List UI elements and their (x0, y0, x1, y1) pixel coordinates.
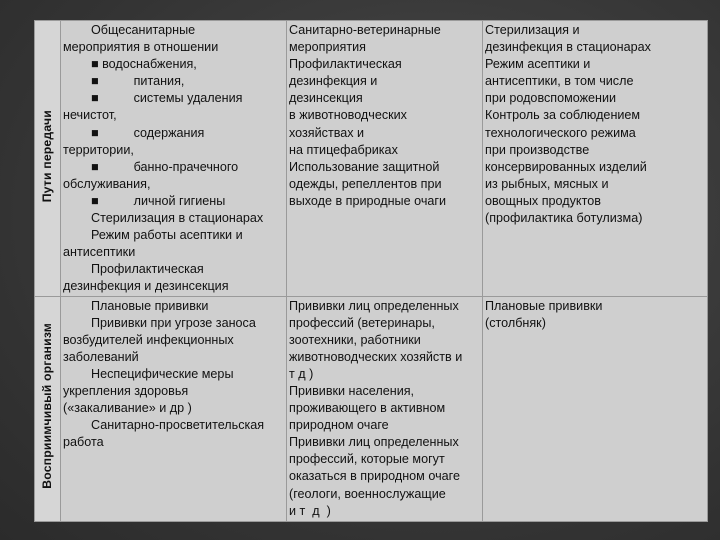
table-cell (61, 296, 287, 521)
cell-text: Стерилизация и дезинфекция в стационарах Режим асептики и антисептики, в том числе при родовспоможении Контроль за соблюдением технологического режима при производстве консервированных изделий из рыбных, мясных и овощных продуктов (профилактика ботулизма) (485, 23, 651, 226)
table-cell (61, 21, 287, 297)
row-label: Восприимчивый организм (39, 323, 54, 489)
cell-text: Общесанитарные мероприятия в отношении ■ водоснабжения, ■ питания, ■ системы удаления нечистот, ■ содержания территории, ■ банно-прачечного обслуживания, ■ личной гигиены Стерилизация в стационарах Режим работы асептики и антисептики Профилактическая дезинфекция и дезинсекция (63, 23, 264, 294)
table-cell (483, 21, 708, 297)
cell-text: Прививки лиц определенных профессий (ветеринары, зоотехники, работники животноводческих хозяйств и т д ) Прививки населения, проживающего в активном природном очаге Прививки лиц определенных профессий, которые могут оказаться в природном очаге (геологи, военнослужащие и т д ) (289, 298, 463, 518)
cell-text: Плановые прививки (столбняк) (485, 298, 603, 330)
table-row (35, 296, 708, 521)
cell-text: Санитарно-ветеринарные мероприятия Профилактическая дезинфекция и дезинсекция в животноводческих хозяйствах и на птицефабриках Использование защитной одежды, репеллентов при выходе в природные очаги (289, 23, 447, 208)
table-cell (287, 296, 483, 521)
prevention-measures-table (34, 20, 708, 522)
table-cell (287, 21, 483, 297)
row-header-transmission-routes (35, 21, 61, 297)
row-label: Пути передачи (39, 109, 54, 202)
cell-text: Плановые прививки Прививки при угрозе заноса возбудителей инфекционных заболеваний Неспецифические меры укрепления здоровья («закаливание» и др ) Санитарно-просветительская работа (63, 298, 265, 450)
table-row (35, 21, 708, 297)
table-cell (483, 296, 708, 521)
row-header-susceptible-organism (35, 296, 61, 521)
